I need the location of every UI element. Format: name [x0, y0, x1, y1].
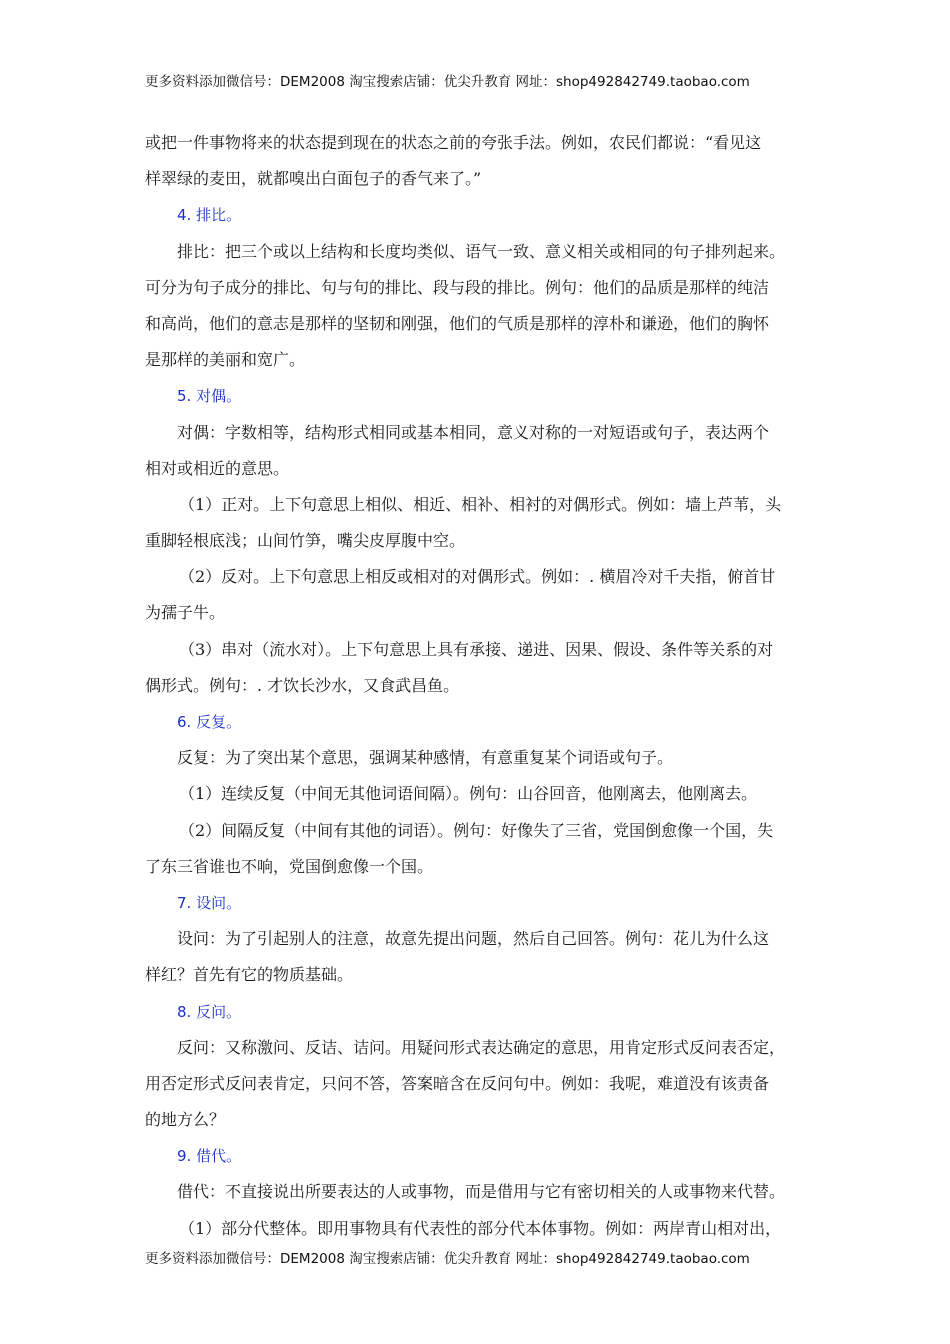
- body-text-line: （1）部分代整体。即用事物具有代表性的部分代本体事物。例如：两岸青山相对出，: [179, 1218, 782, 1238]
- body-text-line: 的地方么？: [145, 1110, 226, 1130]
- document-body: [145, 125, 807, 1247]
- body-text-line: 对偶：字数相等，结构形式相同或基本相同，意义对称的一对短语或句子，表达两个: [177, 422, 770, 442]
- body-text-line: （2）间隔反复（中间有其他的词语）。例句：好像失了三省，党国倒愈像一个国，失: [179, 820, 774, 840]
- body-text-line: （2）反对。上下句意思上相反或相对的对偶形式。例如：. 横眉冷对千夫指，俯首甘: [179, 567, 776, 587]
- body-text-line: 样红？首先有它的物质基础。: [145, 965, 354, 985]
- body-text-line: 和高尚，他们的意志是那样的坚韧和刚强，他们的气质是那样的淳朴和谦逊，他们的胸怀: [145, 313, 770, 333]
- body-text-line: 是那样的美丽和宽广。: [145, 350, 306, 370]
- body-text-line: 相对或相近的意思。: [145, 458, 290, 478]
- body-text-line: （1）连续反复（中间无其他词语间隔）。例句：山谷回音，他刚离去，他刚离去。: [179, 784, 758, 804]
- body-text-line: 了东三省谁也不响，党国倒愈像一个国。: [145, 856, 434, 876]
- section-heading-jiedai: 9. 借代。: [177, 1147, 242, 1166]
- body-text-line: 可分为句子成分的排比、句与句的排比、段与段的排比。例句：他们的品质是那样的纯洁: [145, 277, 770, 297]
- section-heading-paibi: 4. 排比。: [177, 206, 242, 225]
- section-heading-shewen: 7. 设问。: [177, 893, 242, 912]
- body-text-line: 或把一件事物将来的状态提到现在的状态之前的夸张手法。例如，农民们都说：“看见这: [145, 133, 762, 152]
- body-text-line: 排比：把三个或以上结构和长度均类似、语气一致、意义相关或相同的句子排列起来。: [177, 241, 786, 261]
- body-text-line: 重脚轻根底浅；山间竹笋，嘴尖皮厚腹中空。: [145, 531, 466, 551]
- page-header: 更多资料添加微信号：DEM2008 淘宝搜索店铺：优尖升教育 网址：shop492842749.taobao.com: [145, 74, 750, 90]
- body-text-line: 样翠绿的麦田，就都嗅出白面包子的香气来了。”: [145, 169, 482, 189]
- page-footer: 更多资料添加微信号：DEM2008 淘宝搜索店铺：优尖升教育 网址：shop492842749.taobao.com: [145, 1251, 750, 1267]
- section-heading-duiou: 5. 对偶。: [177, 387, 242, 406]
- body-text-line: 偶形式。例句：. 才饮长沙水，又食武昌鱼。: [145, 675, 460, 695]
- section-heading-fanfu: 6. 反复。: [177, 713, 242, 731]
- body-text-line: 用否定形式反问表肯定，只问不答，答案暗含在反问句中。例如：我呢，难道没有该责备: [145, 1073, 770, 1093]
- body-text-line: 设问：为了引起别人的注意，故意先提出问题，然后自己回答。例句：花儿为什么这: [177, 929, 770, 949]
- body-text-line: （1）正对。上下句意思上相似、相近、相补、相衬的对偶形式。例如：墙上芦苇，头: [179, 494, 782, 514]
- body-text-line: 为孺子牛。: [145, 603, 226, 623]
- body-text-line: 借代：不直接说出所要表达的人或事物，而是借用与它有密切相关的人或事物来代替。: [177, 1182, 786, 1202]
- body-text-line: 反问：又称激问、反诘、诘问。用疑问形式表达确定的意思，用肯定形式反问表否定，: [177, 1037, 786, 1057]
- body-text-line: 反复：为了突出某个意思，强调某种感情，有意重复某个词语或句子。: [177, 748, 674, 768]
- section-heading-fanwen: 8. 反问。: [177, 1002, 242, 1021]
- body-text-line: （3）串对（流水对）。上下句意思上具有承接、递进、因果、假设、条件等关系的对: [179, 639, 774, 659]
